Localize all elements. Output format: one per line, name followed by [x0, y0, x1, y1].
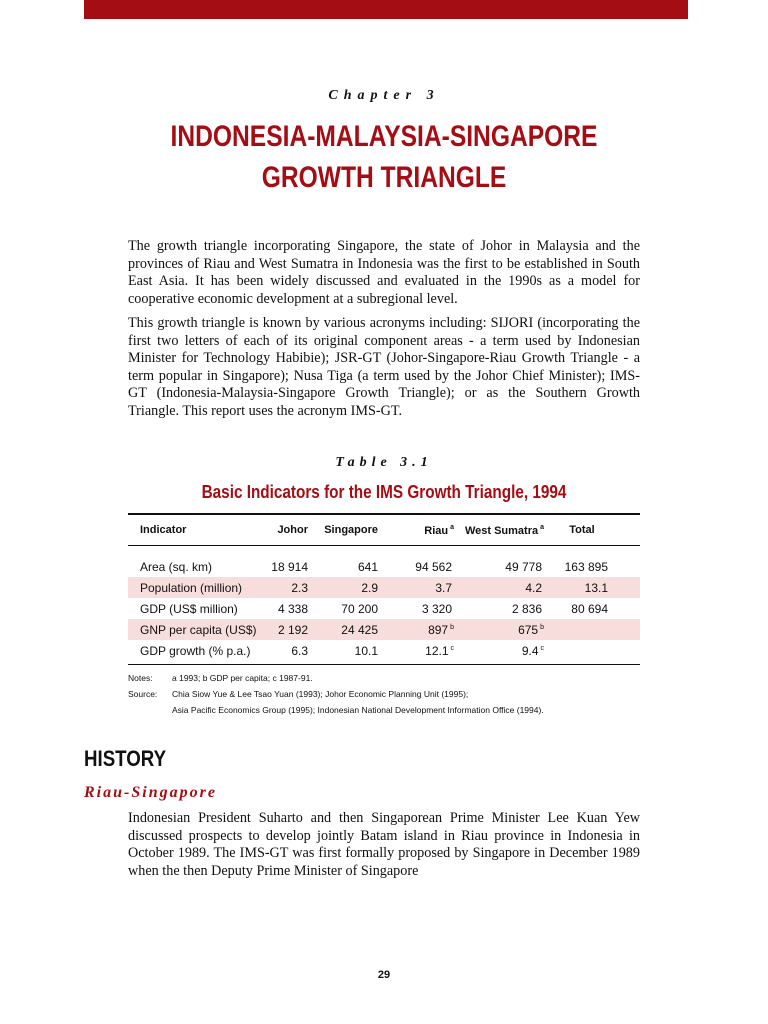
intro-paragraph-2: This growth triangle is known by various acronyms including: SIJORI (incorporating the first two letters of each of its original component areas - a term used by Indonesian Minister for Technology Habibie); JSR-GT (Johor-Singapore-Riau Growth Triangle - a term popular in Singapore); Nusa Tiga (a term used by the Johor Chief Minister); IMS-GT (Indonesia-Malaysia-Singapore Growth Triangle); or as the Southern Growth Triangle. This report uses the acronym IMS-GT. [128, 315, 640, 419]
cell-indicator: Population (million) [140, 580, 243, 595]
chapter-title [69, 116, 699, 198]
cell-singapore: 641 [357, 559, 378, 574]
cell-west-sumatra [454, 644, 544, 658]
cell-johor: 6.3 [291, 643, 308, 658]
cell-riau [378, 644, 454, 658]
cell-west-sumatra-sup: c [540, 644, 544, 652]
table-bottom-rule [128, 664, 640, 665]
cell-riau-sup: b [450, 623, 454, 631]
cell-west-sumatra-value: 2 836 [511, 601, 542, 616]
cell-west-sumatra-value: 49 778 [505, 559, 542, 574]
cell-west-sumatra [454, 602, 544, 616]
chapter-label: Chapter 3 [328, 88, 440, 103]
cell-total: 13.1 [584, 580, 608, 595]
cell-total: 163 895 [564, 559, 608, 574]
table-notes [128, 670, 648, 718]
cell-johor: 4 338 [277, 601, 308, 616]
cell-indicator: GDP (US$ million) [140, 601, 238, 616]
cell-singapore: 24 425 [341, 622, 378, 637]
cell-riau-sup: c [450, 644, 454, 652]
table-row [128, 640, 640, 661]
cell-west-sumatra-value: 675 [518, 622, 539, 637]
header-riau [378, 524, 454, 537]
cell-riau [378, 623, 454, 637]
chapter-title-line2: GROWTH TRIANGLE [261, 161, 507, 194]
header-singapore: Singapore [324, 524, 378, 536]
cell-johor: 2.3 [291, 580, 308, 595]
page-number: 29 [377, 969, 391, 981]
cell-singapore: 2.9 [361, 580, 378, 595]
cell-riau-value: 3 320 [421, 601, 452, 616]
cell-singapore: 70 200 [341, 601, 378, 616]
section-subheading: Riau-Singapore [84, 784, 217, 801]
header-johor: Johor [277, 524, 308, 536]
table-row [128, 598, 640, 619]
table-label: Table 3.1 [335, 455, 433, 470]
header-west-sumatra-text: West Sumatra [464, 524, 539, 537]
table-row [128, 577, 640, 598]
cell-riau [378, 602, 454, 616]
header-riau-sup: a [450, 523, 454, 531]
cell-west-sumatra [454, 623, 544, 637]
table-header-row [128, 515, 640, 545]
cell-west-sumatra-sup: b [540, 623, 544, 631]
notes-label: Notes: [128, 673, 153, 683]
notes-text: a 1993; b GDP per capita; c 1987-91. [172, 673, 313, 683]
source-line-1: Chia Siow Yue & Lee Tsao Yuan (1993); Johor Economic Planning Unit (1995); [172, 689, 469, 699]
indicators-table [128, 513, 640, 665]
cell-west-sumatra [454, 581, 544, 595]
cell-riau-value: 94 562 [415, 559, 452, 574]
header-west-sumatra-sup: a [540, 523, 544, 531]
header-riau-text: Riau [424, 524, 449, 537]
intro-paragraph-1: The growth triangle incorporating Singapore, the state of Johor in Malaysia and the provinces of Riau and West Sumatra in Indonesia was the first to be established in South East Asia. It has been widely discussed and evaluated in the 1990s as a model for cooperative economic development at a subregional level. [128, 238, 640, 307]
cell-indicator: GNP per capita (US$) [140, 622, 257, 637]
cell-indicator: Area (sq. km) [140, 559, 213, 574]
header-west-sumatra [454, 524, 544, 537]
section-heading: HISTORY [84, 746, 167, 771]
chapter-title-line1: INDONESIA-MALAYSIA-SINGAPORE [170, 120, 598, 153]
cell-west-sumatra-value: 4.2 [525, 580, 542, 595]
cell-west-sumatra [454, 560, 544, 574]
cell-riau-value: 3.7 [435, 580, 452, 595]
header-total: Total [569, 524, 595, 536]
table-row [128, 556, 640, 577]
table-title: Basic Indicators for the IMS Growth Triangle, 1994 [201, 482, 567, 502]
source-label: Source: [128, 689, 158, 699]
table-row [128, 619, 640, 640]
cell-riau [378, 560, 454, 574]
history-paragraph: Indonesian President Suharto and then Singaporean Prime Minister Lee Kuan Yew discussed prospects to develop jointly Batam island in Riau province in Indonesia in October 1989. The IMS-GT was first formally proposed by Singapore in December 1989 when the then Deputy Prime Minister of Singapore [128, 810, 640, 879]
cell-indicator: GDP growth (% p.a.) [140, 643, 251, 658]
cell-riau [378, 581, 454, 595]
source-line-2: Asia Pacific Economics Group (1995); Indonesian National Development Information Office (1994). [172, 705, 544, 715]
cell-west-sumatra-value: 9.4 [521, 643, 539, 658]
cell-johor: 18 914 [271, 559, 308, 574]
cell-johor: 2 192 [277, 622, 308, 637]
top-color-bar [84, 0, 688, 19]
cell-riau-value: 897 [428, 622, 449, 637]
cell-singapore: 10.1 [354, 643, 378, 658]
cell-total: 80 694 [571, 601, 608, 616]
cell-riau-value: 12.1 [425, 643, 449, 658]
header-indicator: Indicator [140, 524, 187, 536]
